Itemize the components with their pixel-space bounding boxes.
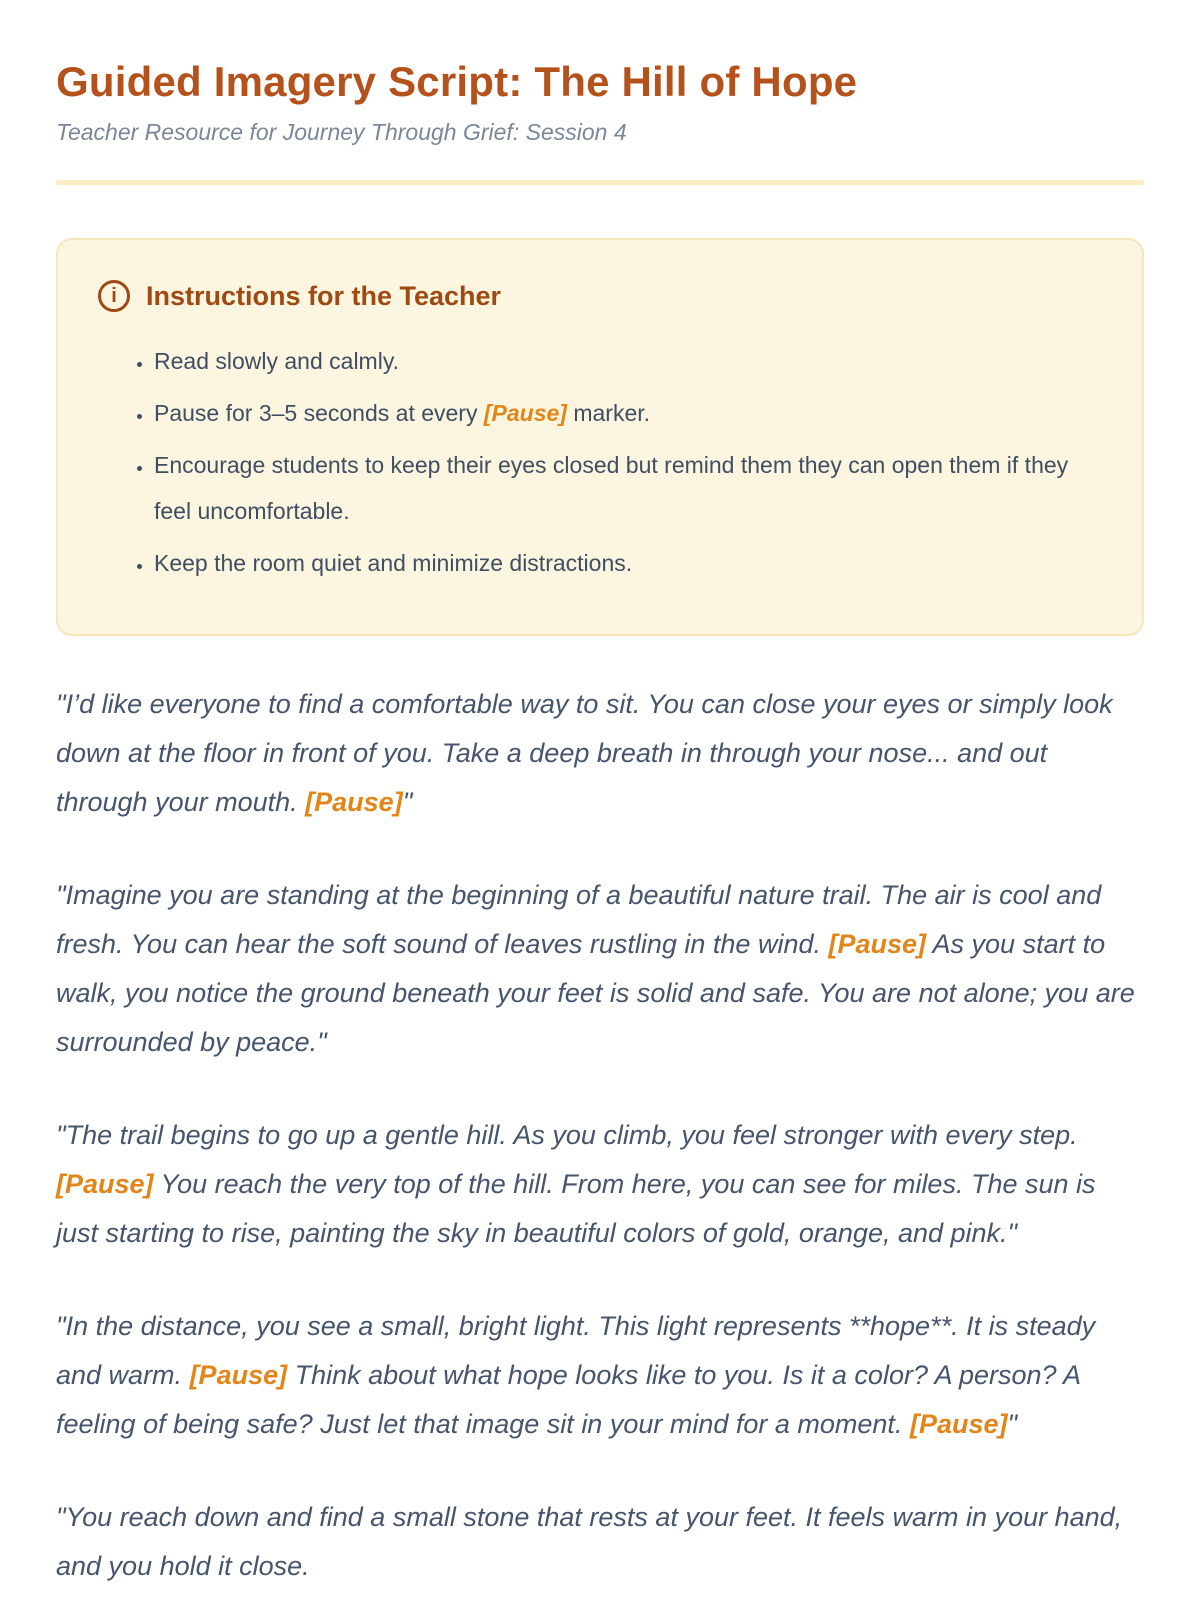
pause-marker: [Pause] xyxy=(189,1360,288,1391)
script-paragraph xyxy=(56,871,1144,1067)
info-icon: i xyxy=(98,280,130,312)
page-title: Guided Imagery Script: The Hill of Hope xyxy=(56,58,858,105)
bullet-text: Encourage students to keep their eyes closed but remind them they can open them if they feel uncomfortable. xyxy=(154,452,1069,525)
instructions-heading xyxy=(98,280,1102,312)
script-text: "You reach down and find a small stone that rests at your feet. It feels warm in your hand, and you hold it close. xyxy=(56,1502,1123,1582)
bullet-text: Read slowly and calmly. xyxy=(154,348,400,375)
script-text: "In the distance, you see a small, bright light. This light represents **hope**. It is steady and warm. xyxy=(56,1311,1096,1391)
list-item xyxy=(154,540,1102,586)
script-paragraph xyxy=(56,680,1144,827)
bullet-text: marker. xyxy=(566,400,651,427)
script-text: "Imagine you are standing at the beginning of a beautiful nature trail. The air is cool and fresh. You can hear the soft sound of leaves rustling in the wind. xyxy=(56,880,1102,960)
divider xyxy=(56,180,1144,185)
script-text: "I’d like everyone to find a comfortable way to sit. You can close your eyes or simply look down at the floor in front of you. Take a deep breath in through your nose... and out through your mouth. xyxy=(56,689,1113,818)
instructions-heading-label: Instructions for the Teacher xyxy=(146,280,502,311)
instructions-callout xyxy=(56,238,1144,636)
bullet-text: Keep the room quiet and minimize distractions. xyxy=(154,550,633,577)
pause-marker: [Pause] xyxy=(828,929,927,960)
instructions-list xyxy=(98,338,1102,586)
script-text: "The trail begins to go up a gentle hill. As you climb, you feel stronger with every step. xyxy=(56,1120,1078,1151)
pause-marker: [Pause] xyxy=(305,787,403,818)
script-text: " xyxy=(402,787,413,818)
pause-marker: [Pause] xyxy=(56,1169,154,1200)
list-item xyxy=(154,442,1102,534)
script-text: " xyxy=(1007,1409,1018,1440)
script-paragraph-clipped xyxy=(56,1493,1144,1591)
pause-marker: [Pause] xyxy=(909,1409,1008,1440)
script-body xyxy=(56,680,1144,1591)
script-text: As you start to walk, you notice the ground beneath your feet is solid and safe. You are not alone; you are surrounded by peace." xyxy=(56,929,1135,1058)
list-item xyxy=(154,338,1102,384)
pause-marker: [Pause] xyxy=(483,400,567,427)
bullet-text: Pause for 3–5 seconds at every xyxy=(154,400,484,427)
script-text: Think about what hope looks like to you. Is it a color? A person? A feeling of being safe? Just let that image sit in your mind for a moment. xyxy=(56,1360,1081,1440)
script-paragraph xyxy=(56,1111,1144,1258)
page-subtitle: Teacher Resource for Journey Through Grief: Session 4 xyxy=(56,119,627,146)
script-text: You reach the very top of the hill. From here, you can see for miles. The sun is just starting to rise, painting the sky in beautiful colors of gold, orange, and pink." xyxy=(56,1169,1096,1249)
script-paragraph xyxy=(56,1302,1144,1449)
list-item xyxy=(154,390,1102,436)
